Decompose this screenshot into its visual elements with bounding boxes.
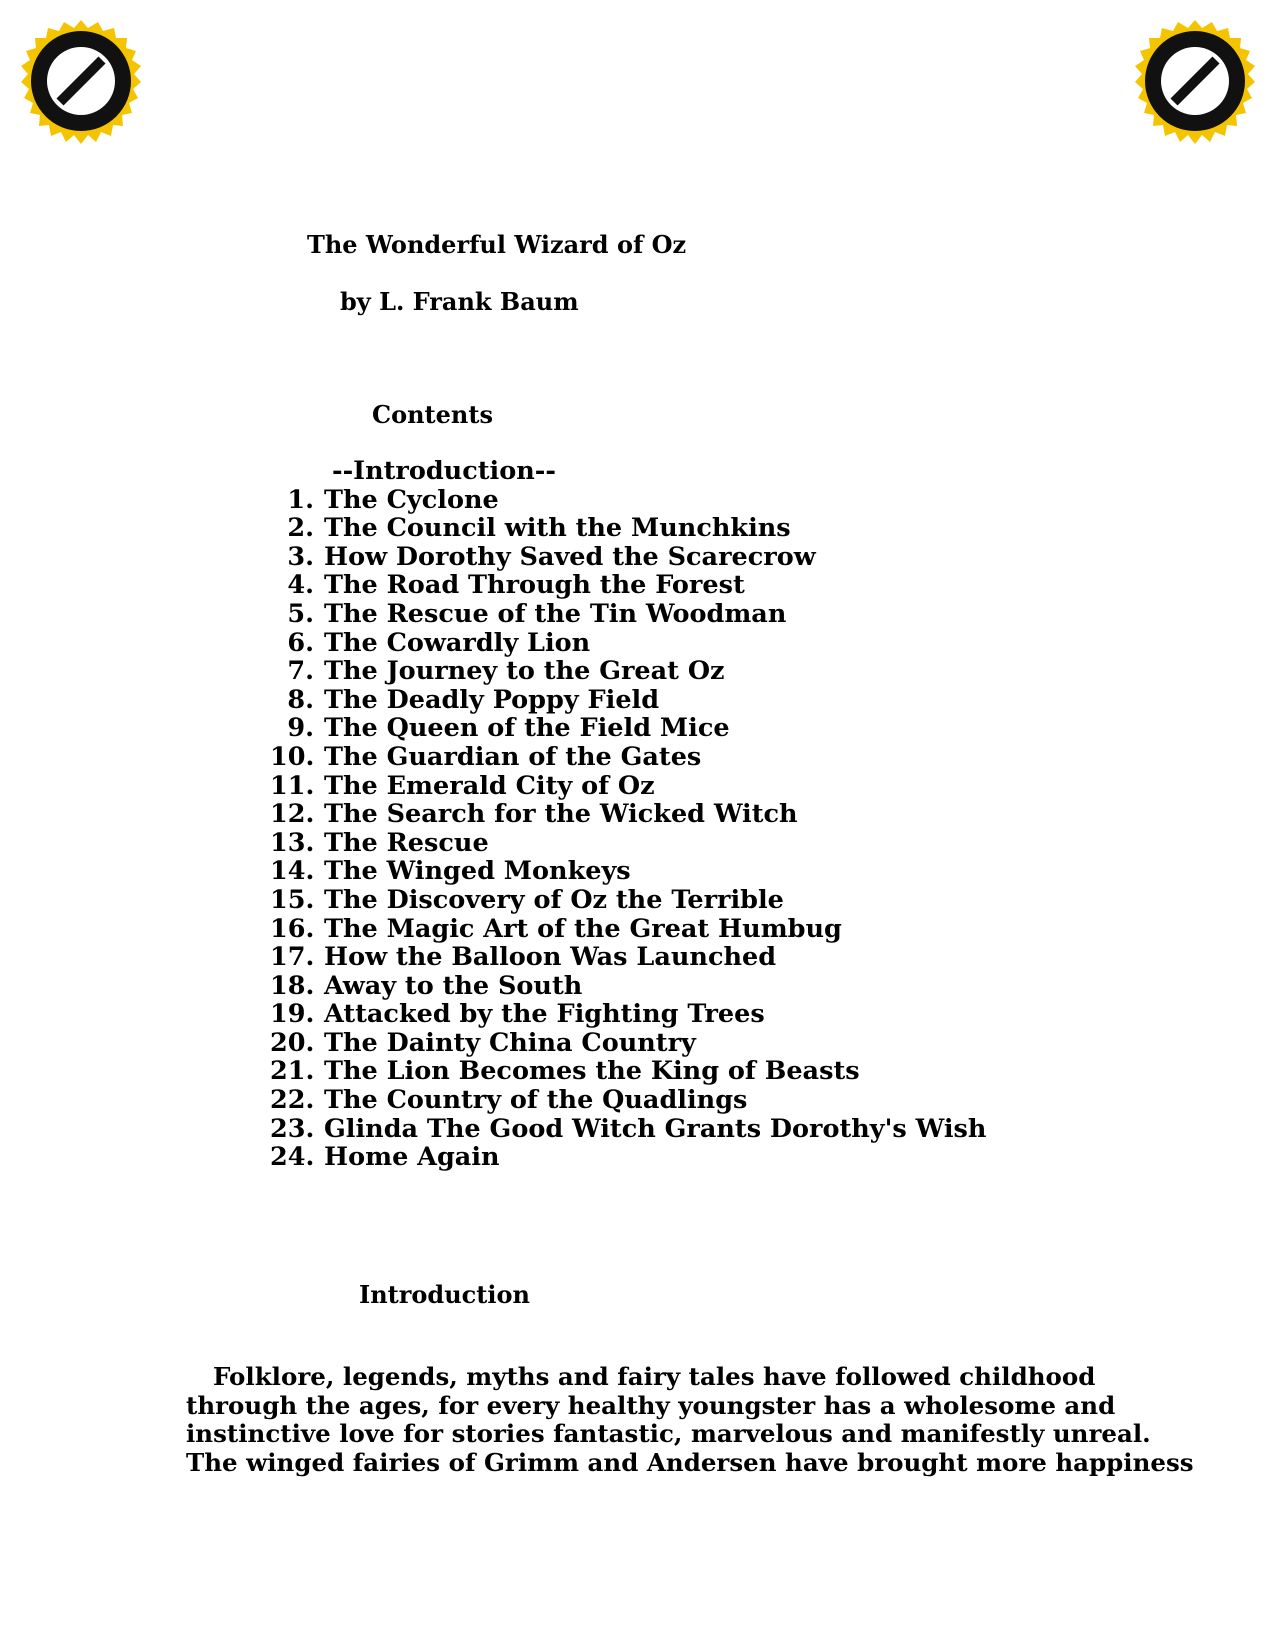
buy-seal-icon (21, 20, 141, 144)
toc-entry-number: 17. (270, 942, 315, 973)
toc-entry-title: --Introduction-- (332, 456, 556, 486)
toc-entry-number: 18. (270, 970, 315, 1001)
toc-entry-title: The Cyclone (324, 484, 499, 515)
toc-item (270, 972, 986, 1001)
toc-entry-number: 20. (270, 1027, 315, 1058)
toc-entry-title: The Road Through the Forest (324, 570, 745, 601)
toc-entry-title: The Search for the Wicked Witch (324, 799, 798, 830)
toc-entry-number: 10. (270, 741, 315, 772)
abbyy-watermark-badge-left[interactable] (8, 8, 154, 154)
toc-item (270, 543, 986, 572)
toc-item (270, 571, 986, 600)
toc-entry-number: 2. (287, 513, 314, 544)
toc-item (270, 1143, 986, 1172)
toc-item (270, 657, 986, 686)
toc-entry-title: The Guardian of the Gates (324, 741, 702, 772)
book-title: The Wonderful Wizard of Oz (307, 230, 687, 259)
paragraph-line: through the ages, for every healthy youngster has a wholesome and (186, 1390, 1116, 1420)
toc-entry-number: 5. (287, 598, 314, 629)
toc-entry-title: How Dorothy Saved the Scarecrow (324, 541, 816, 572)
toc-entry-number: 1. (287, 484, 314, 515)
toc-entry-title: The Council with the Munchkins (324, 513, 791, 544)
toc-entry-number: 14. (270, 856, 315, 887)
toc-entry-title: The Discovery of Oz the Terrible (324, 884, 784, 915)
toc-entry-title: Home Again (324, 1142, 500, 1173)
toc-entry-number: 6. (287, 627, 314, 658)
abbyy-watermark-badge-right[interactable] (1122, 8, 1268, 154)
introduction-heading: Introduction (359, 1280, 530, 1309)
toc-entry-title: The Queen of the Field Mice (324, 713, 730, 744)
toc-item (270, 629, 986, 658)
toc-item (270, 772, 986, 801)
toc-entry-number: 12. (270, 799, 315, 830)
toc-entry-title: The Rescue (324, 827, 489, 858)
paragraph-line: The winged fairies of Grimm and Andersen have brought more happiness (186, 1447, 1194, 1477)
toc-entry-title: The Deadly Poppy Field (324, 684, 660, 715)
toc-item (270, 886, 986, 915)
table-of-contents (270, 457, 986, 1172)
paragraph-line: instinctive love for stories fantastic, marvelous and manifestly unreal. (186, 1419, 1151, 1448)
toc-item (270, 943, 986, 972)
toc-entry-title: The Country of the Quadlings (324, 1085, 748, 1116)
toc-entry-number: 23. (270, 1113, 315, 1144)
toc-entry-number: 7. (287, 656, 314, 687)
toc-item (270, 800, 986, 829)
toc-entry-number: 24. (270, 1142, 315, 1173)
buy-seal-icon (1135, 20, 1255, 144)
toc-entry-number: 13. (270, 827, 315, 858)
toc-entry-title: The Magic Art of the Great Humbug (324, 913, 842, 944)
toc-entry-number: 19. (270, 999, 315, 1030)
toc-entry-title: The Dainty China Country (324, 1027, 696, 1058)
toc-item (270, 1029, 986, 1058)
introduction-paragraph (186, 1362, 1194, 1477)
toc-entry-title: The Journey to the Great Oz (324, 656, 725, 687)
toc-item (270, 600, 986, 629)
toc-item (270, 1115, 986, 1144)
toc-entry-number: 21. (270, 1056, 315, 1087)
toc-entry-number: 8. (287, 684, 314, 715)
toc-item (270, 743, 986, 772)
toc-entry-title: The Winged Monkeys (324, 856, 631, 887)
contents-heading: Contents (372, 400, 493, 429)
toc-entry-number: 9. (287, 713, 314, 744)
book-author: by L. Frank Baum (340, 287, 579, 316)
toc-entry-title: Away to the South (324, 970, 583, 1001)
toc-item (270, 1000, 986, 1029)
toc-item (270, 714, 986, 743)
paragraph-line: Folklore, legends, myths and fairy tales have followed childhood (213, 1362, 1096, 1391)
toc-introduction (270, 457, 986, 486)
toc-item (270, 1057, 986, 1086)
toc-entry-title: The Rescue of the Tin Woodman (324, 598, 787, 629)
toc-entry-number: 22. (270, 1085, 315, 1116)
toc-entry-title: The Lion Becomes the King of Beasts (324, 1056, 860, 1087)
toc-entry-title: Glinda The Good Witch Grants Dorothy's Wish (324, 1113, 987, 1144)
toc-item (270, 514, 986, 543)
toc-entry-title: The Cowardly Lion (324, 627, 591, 658)
toc-item (270, 486, 986, 515)
toc-entry-number: 16. (270, 913, 315, 944)
toc-entry-title: Attacked by the Fighting Trees (324, 999, 765, 1030)
toc-item (270, 857, 986, 886)
toc-entry-title: How the Balloon Was Launched (324, 942, 777, 973)
toc-entry-number: 11. (270, 770, 315, 801)
toc-entry-number: 3. (287, 541, 314, 572)
toc-entry-number: 15. (270, 884, 315, 915)
toc-item (270, 1086, 986, 1115)
toc-entry-number: 4. (287, 570, 314, 601)
toc-item (270, 915, 986, 944)
toc-entry-title: The Emerald City of Oz (324, 770, 655, 801)
toc-item (270, 829, 986, 858)
toc-item (270, 686, 986, 715)
